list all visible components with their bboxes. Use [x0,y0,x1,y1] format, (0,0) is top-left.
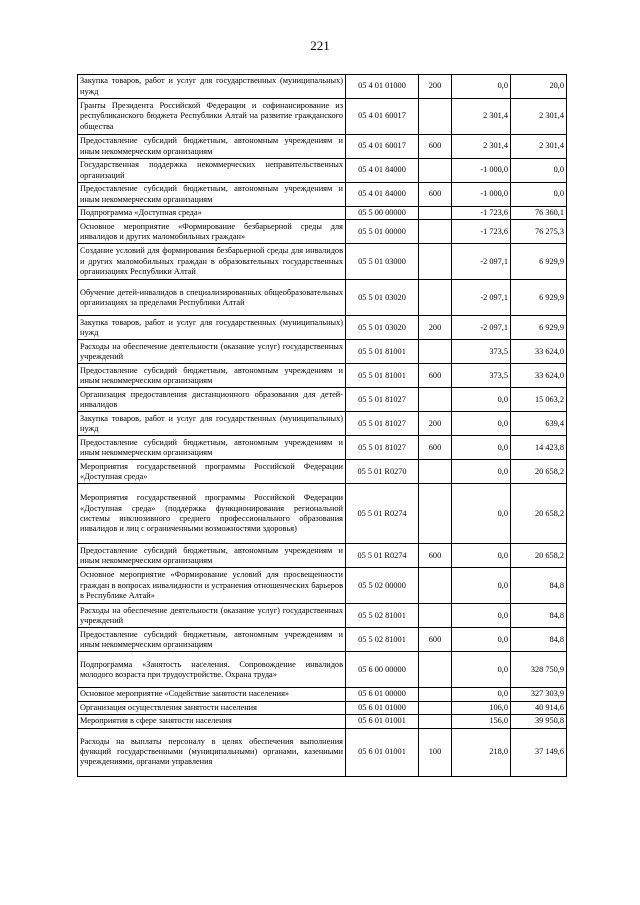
row-expense-type [419,388,452,412]
table-row [78,388,567,412]
row-change-amount: 0,0 [452,436,511,460]
row-total-amount: 20 658,2 [511,484,567,544]
row-code: 05 6 01 01001 [346,728,419,776]
row-name: Мероприятия государственной программы Российской Федерации «Доступная среда» [78,460,346,484]
table-row [78,628,567,652]
table-row [78,183,567,207]
row-name: Расходы на обеспечение деятельности (оказание услуг) государственных учреждений [78,340,346,364]
row-total-amount: 2 301,4 [511,135,567,159]
table-row [78,715,567,728]
table-row [78,701,567,714]
row-expense-type [419,715,452,728]
row-change-amount: 373,5 [452,364,511,388]
row-change-amount: 0,0 [452,484,511,544]
row-expense-type: 200 [419,75,452,99]
row-code: 05 4 01 84000 [346,159,419,183]
row-total-amount: 639,4 [511,412,567,436]
row-code: 05 5 01 R0274 [346,484,419,544]
row-total-amount: 76 275,3 [511,220,567,244]
row-code: 05 5 01 03000 [346,244,419,280]
row-code: 05 5 01 81001 [346,340,419,364]
row-name: Организация предоставления дистанционного образования для детей-инвалидов [78,388,346,412]
row-change-amount: 0,0 [452,628,511,652]
row-code: 05 5 01 81001 [346,364,419,388]
row-total-amount: 20 658,2 [511,544,567,568]
row-change-amount: 0,0 [452,604,511,628]
row-change-amount: 0,0 [452,412,511,436]
row-code: 05 6 00 00000 [346,652,419,688]
row-total-amount: 39 950,8 [511,715,567,728]
row-code: 05 4 01 01000 [346,75,419,99]
row-change-amount: -1 723,6 [452,207,511,220]
row-change-amount: 2 301,4 [452,135,511,159]
row-name: Основное мероприятие «Содействие занятости населения» [78,688,346,701]
row-code: 05 4 01 60017 [346,99,419,135]
row-total-amount: 6 929,9 [511,280,567,316]
row-name: Закупка товаров, работ и услуг для государственных (муниципальных) нужд [78,412,346,436]
row-expense-type: 200 [419,412,452,436]
row-name: Предоставление субсидий бюджетным, автономным учреждениям и иным некоммерческим организациям [78,628,346,652]
table-row [78,316,567,340]
row-name: Предоставление субсидий бюджетным, автономным учреждениям и иным некоммерческим организациям [78,135,346,159]
row-total-amount: 84,8 [511,628,567,652]
row-name: Основное мероприятие «Формирование безбарьерной среды для инвалидов и других маломобильных граждан» [78,220,346,244]
row-name: Расходы на выплаты персоналу в целях обеспечения выполнения функций государственными (муниципальными) органами, казенными учреждениями, органами управления [78,728,346,776]
row-name: Создание условий для формирования безбарьерной среды для инвалидов и других маломобильных граждан в образовательных государственных организациях Республики Алтай [78,244,346,280]
row-expense-type [419,340,452,364]
row-change-amount: -2 097,1 [452,316,511,340]
table-row [78,604,567,628]
row-total-amount: 327 303,9 [511,688,567,701]
row-expense-type [419,244,452,280]
row-expense-type [419,652,452,688]
row-expense-type [419,568,452,604]
row-code: 05 6 01 00000 [346,688,419,701]
row-total-amount: 33 624,0 [511,340,567,364]
row-name: Организация осуществления занятости населения [78,701,346,714]
row-expense-type: 600 [419,436,452,460]
table-row [78,568,567,604]
budget-table [77,74,567,777]
row-expense-type [419,604,452,628]
row-change-amount: 0,0 [452,544,511,568]
row-change-amount: 156,0 [452,715,511,728]
row-code: 05 5 01 00000 [346,220,419,244]
row-change-amount: -2 097,1 [452,244,511,280]
row-total-amount: 2 301,4 [511,99,567,135]
table-row [78,207,567,220]
row-name: Государственная поддержка некоммерческих неправительственных организаций [78,159,346,183]
table-row [78,364,567,388]
table-row [78,688,567,701]
row-change-amount: 0,0 [452,688,511,701]
row-change-amount: 0,0 [452,388,511,412]
row-name: Подпрограмма «Доступная среда» [78,207,346,220]
row-change-amount: 106,0 [452,701,511,714]
row-change-amount: 0,0 [452,568,511,604]
row-code: 05 6 01 01001 [346,715,419,728]
row-name: Мероприятия государственной программы Российской Федерации «Доступная среда» (поддержка функционирования региональной системы инклюзивного среднего профессионального образования инвалидов и лиц с ограниченными возможностями здоровья) [78,484,346,544]
row-expense-type: 600 [419,628,452,652]
row-name: Обучение детей-инвалидов в специализированных общеобразовательных организациях за пределами Республики Алтай [78,280,346,316]
row-code: 05 5 01 R0274 [346,544,419,568]
row-total-amount: 0,0 [511,159,567,183]
row-total-amount: 33 624,0 [511,364,567,388]
row-code: 05 4 01 60017 [346,135,419,159]
row-expense-type [419,280,452,316]
row-change-amount: 0,0 [452,75,511,99]
row-total-amount: 14 423,8 [511,436,567,460]
row-expense-type [419,220,452,244]
table-row [78,436,567,460]
row-code: 05 5 00 00000 [346,207,419,220]
table-row [78,412,567,436]
row-total-amount: 84,8 [511,568,567,604]
row-expense-type [419,159,452,183]
row-expense-type: 600 [419,364,452,388]
row-expense-type [419,460,452,484]
table-row [78,544,567,568]
row-total-amount: 37 149,6 [511,728,567,776]
row-change-amount: 0,0 [452,460,511,484]
row-name: Мероприятия в сфере занятости населения [78,715,346,728]
table-row [78,652,567,688]
row-total-amount: 6 929,9 [511,244,567,280]
row-expense-type: 600 [419,135,452,159]
budget-table-body [78,75,567,777]
row-name: Закупка товаров, работ и услуг для государственных (муниципальных) нужд [78,75,346,99]
row-name: Гранты Президента Российской Федерации и софинансирование из республиканского бюджета Республики Алтай на развитие гражданского общества [78,99,346,135]
row-change-amount: 373,5 [452,340,511,364]
row-total-amount: 20 658,2 [511,460,567,484]
row-name: Основное мероприятие «Формирование условий для просвещенности граждан в вопросах инвалидности и устранения отношенческих барьеров в Республике Алтай» [78,568,346,604]
row-code: 05 5 01 03020 [346,316,419,340]
row-code: 05 5 01 81027 [346,412,419,436]
table-row [78,159,567,183]
row-change-amount: 0,0 [452,652,511,688]
row-change-amount: -1 000,0 [452,159,511,183]
row-expense-type [419,207,452,220]
row-name: Закупка товаров, работ и услуг для государственных (муниципальных) нужд [78,316,346,340]
row-expense-type: 600 [419,183,452,207]
table-row [78,484,567,544]
table-row [78,728,567,776]
row-code: 05 5 01 03020 [346,280,419,316]
row-code: 05 5 01 R0270 [346,460,419,484]
row-expense-type: 600 [419,544,452,568]
table-row [78,135,567,159]
row-expense-type [419,99,452,135]
row-expense-type: 200 [419,316,452,340]
row-code: 05 4 01 84000 [346,183,419,207]
row-expense-type: 100 [419,728,452,776]
table-row [78,280,567,316]
row-expense-type [419,688,452,701]
row-total-amount: 15 063,2 [511,388,567,412]
table-row [78,220,567,244]
row-code: 05 5 02 00000 [346,568,419,604]
row-code: 05 5 02 81001 [346,604,419,628]
table-row [78,460,567,484]
table-row [78,99,567,135]
row-total-amount: 0,0 [511,183,567,207]
row-name: Предоставление субсидий бюджетным, автономным учреждениям и иным некоммерческим организациям [78,544,346,568]
row-expense-type [419,701,452,714]
page-number: 221 [310,38,330,53]
row-total-amount: 76 360,1 [511,207,567,220]
row-name: Подпрограмма «Занятость населения. Сопровождение инвалидов молодого возраста при трудоустройстве. Охрана труда» [78,652,346,688]
row-total-amount: 40 914,6 [511,701,567,714]
row-name: Предоставление субсидий бюджетным, автономным учреждениям и иным некоммерческим организациям [78,436,346,460]
row-total-amount: 20,0 [511,75,567,99]
row-code: 05 5 01 81027 [346,388,419,412]
table-row [78,340,567,364]
row-name: Предоставление субсидий бюджетным, автономным учреждениям и иным некоммерческим организациям [78,364,346,388]
row-name: Предоставление субсидий бюджетным, автономным учреждениям и иным некоммерческим организациям [78,183,346,207]
row-code: 05 6 01 01000 [346,701,419,714]
table-row [78,75,567,99]
row-change-amount: -1 723,6 [452,220,511,244]
row-code: 05 5 02 81001 [346,628,419,652]
row-change-amount: -2 097,1 [452,280,511,316]
row-total-amount: 84,8 [511,604,567,628]
table-row [78,244,567,280]
row-expense-type [419,484,452,544]
row-total-amount: 6 929,9 [511,316,567,340]
row-name: Расходы на обеспечение деятельности (оказание услуг) государственных учреждений [78,604,346,628]
row-change-amount: 2 301,4 [452,99,511,135]
row-change-amount: -1 000,0 [452,183,511,207]
row-total-amount: 328 750,9 [511,652,567,688]
row-change-amount: 218,0 [452,728,511,776]
row-code: 05 5 01 81027 [346,436,419,460]
